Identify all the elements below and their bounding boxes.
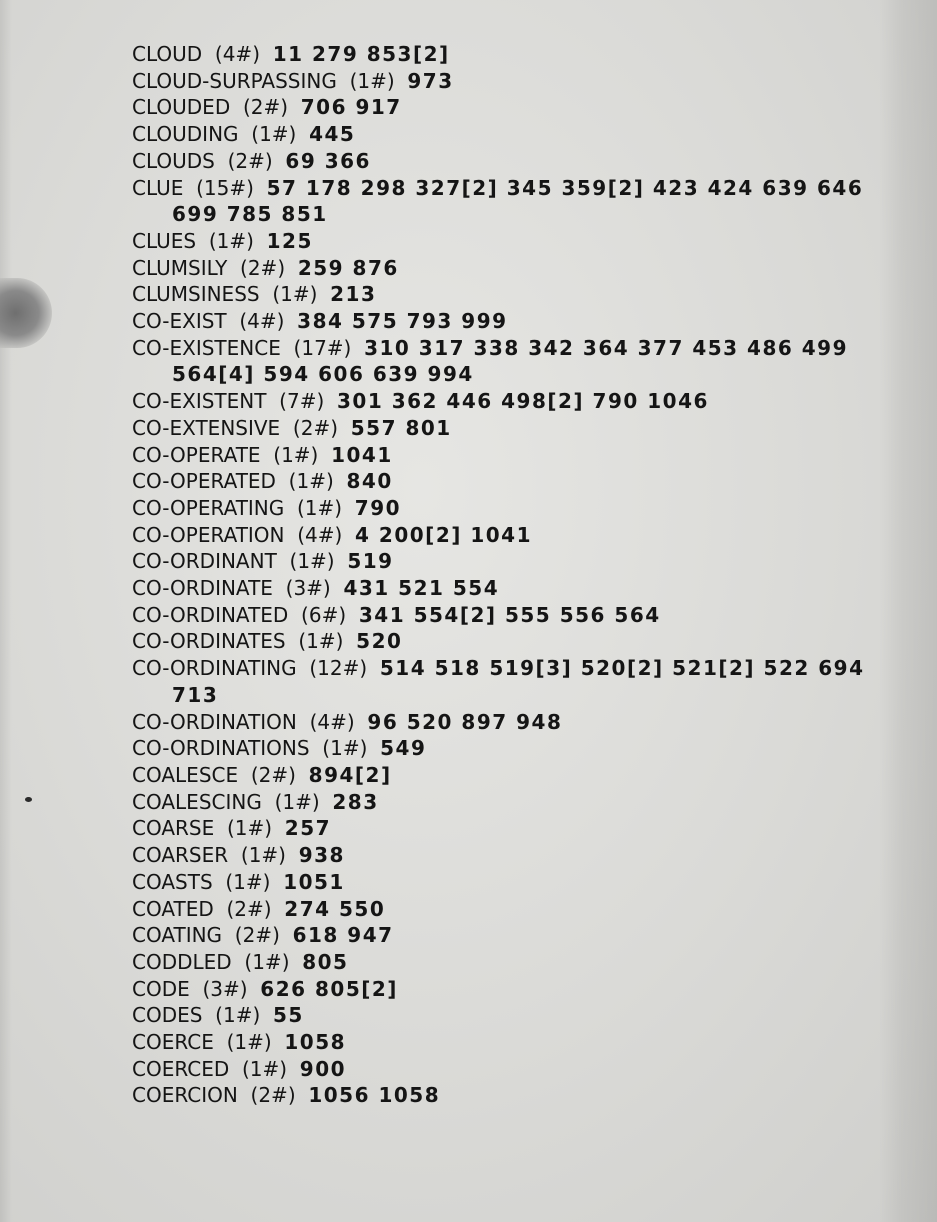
index-entry: [132, 949, 892, 976]
page-references: 259 876: [297, 255, 399, 280]
index-term: CO-ORDINANT: [132, 549, 277, 574]
index-term: COERCED: [132, 1056, 230, 1081]
occurrence-count: (1#): [226, 816, 273, 841]
occurrence-count: (2#): [242, 95, 289, 120]
index-entry: [132, 602, 892, 629]
page-references: 310 317 338 342 364 377 453 486 499 564[4] 594 606 639 994: [172, 335, 849, 387]
index-entry: [132, 815, 892, 842]
occurrence-count: (1#): [240, 843, 286, 868]
index-term: CODES: [132, 1003, 203, 1028]
occurrence-count: (1#): [225, 869, 271, 894]
index-term: COATED: [132, 896, 214, 921]
page-references: 520: [356, 629, 403, 654]
page-references: 549: [380, 736, 427, 761]
ink-speck: [25, 797, 32, 802]
occurrence-count: (3#): [285, 576, 331, 601]
page-left-shadow: [0, 0, 12, 1222]
index-entry: [132, 1056, 892, 1083]
page-references: 213: [330, 282, 377, 307]
page-references: 626 805[2]: [260, 976, 398, 1001]
index-term: CODDLED: [132, 949, 232, 974]
index-term: CO-ORDINATING: [132, 656, 297, 681]
occurrence-count: (2#): [226, 896, 272, 921]
index-term: CLOUDING: [132, 122, 239, 147]
occurrence-count: (7#): [279, 389, 325, 414]
page-references: 1041: [331, 442, 393, 467]
index-term: CO-OPERATION: [132, 522, 285, 547]
page-references: 11 279 853[2]: [272, 42, 450, 66]
page-references: 618 947: [292, 923, 394, 948]
index-term: CLOUDED: [132, 95, 231, 120]
occurrence-count: (6#): [301, 602, 347, 627]
page-references: 257: [284, 816, 332, 841]
page-references: 973: [407, 68, 454, 93]
index-entry: [132, 415, 892, 442]
occurrence-count: (4#): [214, 42, 260, 66]
page-references: 1051: [283, 869, 345, 894]
index-entry: [132, 175, 892, 228]
index-term: CO-ORDINATES: [132, 629, 286, 654]
page-references: 57 178 298 327[2] 345 359[2] 423 424 639 646 699 785 851: [172, 175, 864, 227]
index-term: CLOUD-SURPASSING: [132, 68, 337, 93]
page-references: 283: [332, 789, 379, 814]
page-references: 519: [347, 549, 394, 574]
index-entry: [132, 575, 892, 602]
index-entry: [132, 495, 892, 522]
occurrence-count: (2#): [240, 255, 286, 280]
occurrence-count: (17#): [293, 335, 352, 360]
index-term: CO-OPERATED: [132, 469, 276, 494]
index-term: CO-ORDINATION: [132, 709, 297, 734]
occurrence-count: (1#): [244, 949, 290, 974]
index-term: COALESCING: [132, 789, 262, 814]
occurrence-count: (4#): [309, 709, 355, 734]
index-entry: [132, 735, 892, 762]
page-references: 840: [346, 469, 393, 494]
page-references: 1056 1058: [308, 1083, 441, 1108]
occurrence-count: (1#): [289, 549, 335, 574]
ink-smudge: [0, 278, 52, 348]
index-term: CO-ORDINATIONS: [132, 736, 310, 761]
index-term: COALESCE: [132, 762, 239, 787]
page-references: 96 520 897 948: [367, 709, 563, 734]
index-term: CLUMSILY: [132, 255, 228, 280]
occurrence-count: (2#): [292, 415, 339, 440]
index-entry: [132, 94, 892, 121]
page-references: 805: [302, 949, 349, 974]
index-term: CO-EXISTENCE: [132, 335, 281, 360]
occurrence-count: (2#): [234, 923, 280, 948]
occurrence-count: (1#): [349, 68, 395, 93]
occurrence-count: (4#): [239, 309, 285, 334]
index-entry: [132, 388, 892, 415]
index-term: CO-ORDINATED: [132, 602, 289, 627]
index-entry: [132, 842, 892, 869]
index-term: CO-EXTENSIVE: [132, 415, 281, 440]
index-entry: [132, 655, 892, 708]
index-entry: [132, 976, 892, 1003]
occurrence-count: (1#): [296, 495, 343, 520]
index-term: CO-EXIST: [132, 309, 227, 334]
occurrence-count: (1#): [208, 228, 254, 253]
occurrence-count: (12#): [309, 656, 368, 681]
page-references: 384 575 793 999: [297, 309, 508, 334]
index-term: CO-OPERATE: [132, 442, 261, 467]
page-references: 790: [354, 495, 402, 520]
occurrence-count: (2#): [227, 148, 273, 173]
index-entry: [132, 121, 892, 148]
index-term: COASTS: [132, 869, 213, 894]
occurrence-count: (1#): [274, 789, 320, 814]
page-references: 706 917: [300, 95, 402, 120]
occurrence-count: (1#): [288, 469, 334, 494]
page-references: 900: [299, 1056, 347, 1081]
occurrence-count: (1#): [215, 1003, 261, 1028]
occurrence-count: (1#): [322, 736, 368, 761]
occurrence-count: (1#): [226, 1030, 272, 1055]
index-entry: [132, 522, 892, 549]
index-term: COERCION: [132, 1083, 238, 1108]
index-entry: [132, 1082, 892, 1109]
index-term: COARSE: [132, 816, 215, 841]
concordance-index-list: [132, 41, 892, 1109]
page-references: 431 521 554: [343, 576, 500, 601]
occurrence-count: (1#): [298, 629, 344, 654]
page-references: 341 554[2] 555 556 564: [358, 602, 661, 627]
occurrence-count: (4#): [297, 522, 343, 547]
index-entry: [132, 896, 892, 923]
page-references: 125: [266, 228, 313, 253]
page-references: 4 200[2] 1041: [355, 522, 532, 547]
index-term: CLUES: [132, 228, 197, 253]
occurrence-count: (1#): [251, 122, 297, 147]
index-term: CO-EXISTENT: [132, 389, 267, 414]
page-references: 557 801: [350, 415, 452, 440]
index-entry: [132, 1029, 892, 1056]
page-references: 894[2]: [308, 762, 392, 787]
page-references: 445: [309, 122, 356, 147]
index-term: COATING: [132, 923, 223, 948]
index-entry: [132, 281, 892, 308]
index-entry: [132, 255, 892, 282]
index-entry: [132, 922, 892, 949]
index-term: CO-OPERATING: [132, 495, 285, 520]
index-entry: [132, 709, 892, 736]
index-entry: [132, 789, 892, 816]
index-entry: [132, 548, 892, 575]
occurrence-count: (1#): [273, 442, 319, 467]
index-term: CODE: [132, 976, 190, 1001]
page-references: 69 366: [285, 148, 371, 173]
index-entry: [132, 869, 892, 896]
index-term: COERCE: [132, 1030, 214, 1055]
occurrence-count: (15#): [196, 175, 254, 200]
index-entry: [132, 68, 892, 95]
index-term: CLOUDS: [132, 148, 215, 173]
page-references: 1058: [284, 1030, 347, 1055]
page-references: 274 550: [284, 896, 386, 921]
occurrence-count: (2#): [250, 1083, 296, 1108]
index-term: CLUE: [132, 175, 184, 200]
page-references: 938: [298, 843, 345, 868]
index-entry: [132, 628, 892, 655]
index-entry: [132, 41, 892, 68]
page-references: 301 362 446 498[2] 790 1046: [336, 389, 709, 414]
index-entry: [132, 468, 892, 495]
index-term: CLOUD: [132, 42, 203, 66]
index-entry: [132, 228, 892, 255]
occurrence-count: (3#): [202, 976, 248, 1001]
index-entry: [132, 148, 892, 175]
index-entry: [132, 335, 892, 388]
occurrence-count: (1#): [241, 1056, 288, 1081]
occurrence-count: (2#): [250, 762, 296, 787]
occurrence-count: (1#): [272, 282, 318, 307]
index-entry: [132, 762, 892, 789]
page-references: 55: [272, 1003, 304, 1028]
index-term: COARSER: [132, 843, 229, 868]
index-entry: [132, 1002, 892, 1029]
index-term: CO-ORDINATE: [132, 576, 273, 601]
index-term: CLUMSINESS: [132, 282, 260, 307]
page-references: 514 518 519[3] 520[2] 521[2] 522 694 713: [172, 656, 865, 707]
index-entry: [132, 442, 892, 469]
index-entry: [132, 308, 892, 335]
